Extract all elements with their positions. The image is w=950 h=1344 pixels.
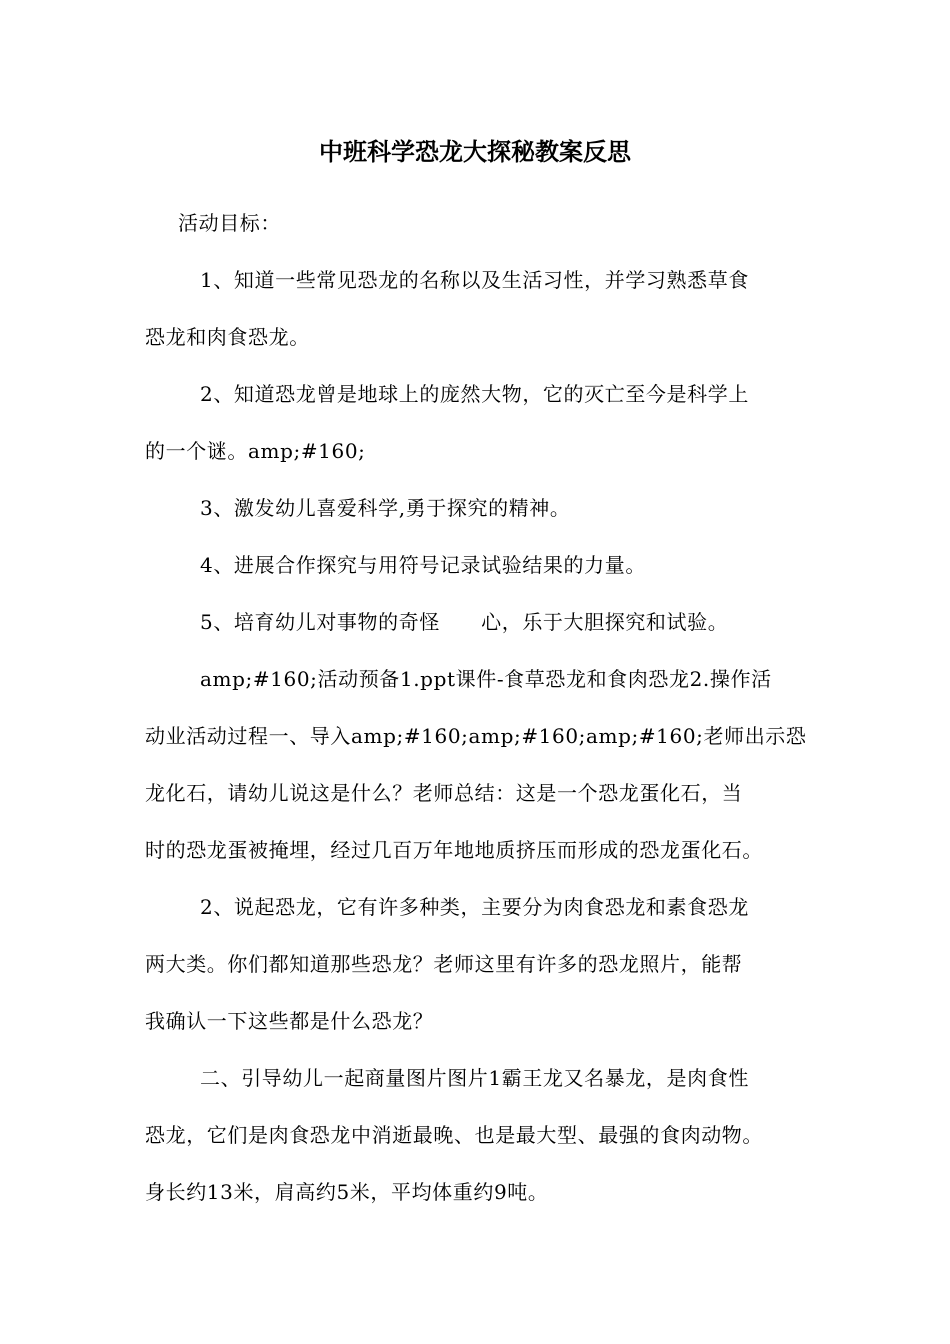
paragraph-line: 2、说起恐龙，它有许多种类，主要分为肉食恐龙和素食恐龙 (200, 895, 749, 919)
document-title: 中班科学恐龙大探秘教案反思 (319, 137, 631, 166)
paragraph-line: 二、引导幼儿一起商量图片图片1霸王龙又名暴龙，是肉食性 (200, 1066, 749, 1090)
paragraph-line: 5、培育幼儿对事物的奇怪 心，乐于大胆探究和试验。 (200, 610, 729, 634)
paragraph-line: 恐龙，它们是肉食恐龙中消逝最晚、也是最大型、最强的食肉动物。 (145, 1123, 763, 1147)
section-heading-activity-goals: 活动目标： (178, 211, 281, 235)
paragraph-line: 身长约13米，肩高约5米，平均体重约9吨。 (145, 1180, 549, 1204)
paragraph-line: 恐龙和肉食恐龙。 (145, 325, 310, 349)
paragraph-line: 3、激发幼儿喜爱科学,勇于探究的精神。 (200, 496, 571, 520)
paragraph-line: 2、知道恐龙曾是地球上的庞然大物，它的灭亡至今是科学上 (200, 382, 749, 406)
paragraph-line: amp;#160;活动预备1.ppt课件-食草恐龙和食肉恐龙2.操作活 (200, 667, 772, 691)
paragraph-line: 动业活动过程一、导入amp;#160;amp;#160;amp;#160;老师出示恐 (145, 724, 807, 748)
paragraph-line: 4、进展合作探究与用符号记录试验结果的力量。 (200, 553, 646, 577)
paragraph-line: 时的恐龙蛋被掩埋，经过几百万年地地质挤压而形成的恐龙蛋化石。 (145, 838, 763, 862)
paragraph-line: 1、知道一些常见恐龙的名称以及生活习性，并学习熟悉草食 (200, 268, 749, 292)
paragraph-line: 的一个谜。amp;#160; (145, 439, 366, 463)
paragraph-line: 我确认一下这些都是什么恐龙？ (145, 1009, 434, 1033)
paragraph-line: 两大类。你们都知道那些恐龙？老师这里有许多的恐龙照片，能帮 (145, 952, 743, 976)
paragraph-line: 龙化石，请幼儿说这是什么？老师总结：这是一个恐龙蛋化石，当 (145, 781, 743, 805)
